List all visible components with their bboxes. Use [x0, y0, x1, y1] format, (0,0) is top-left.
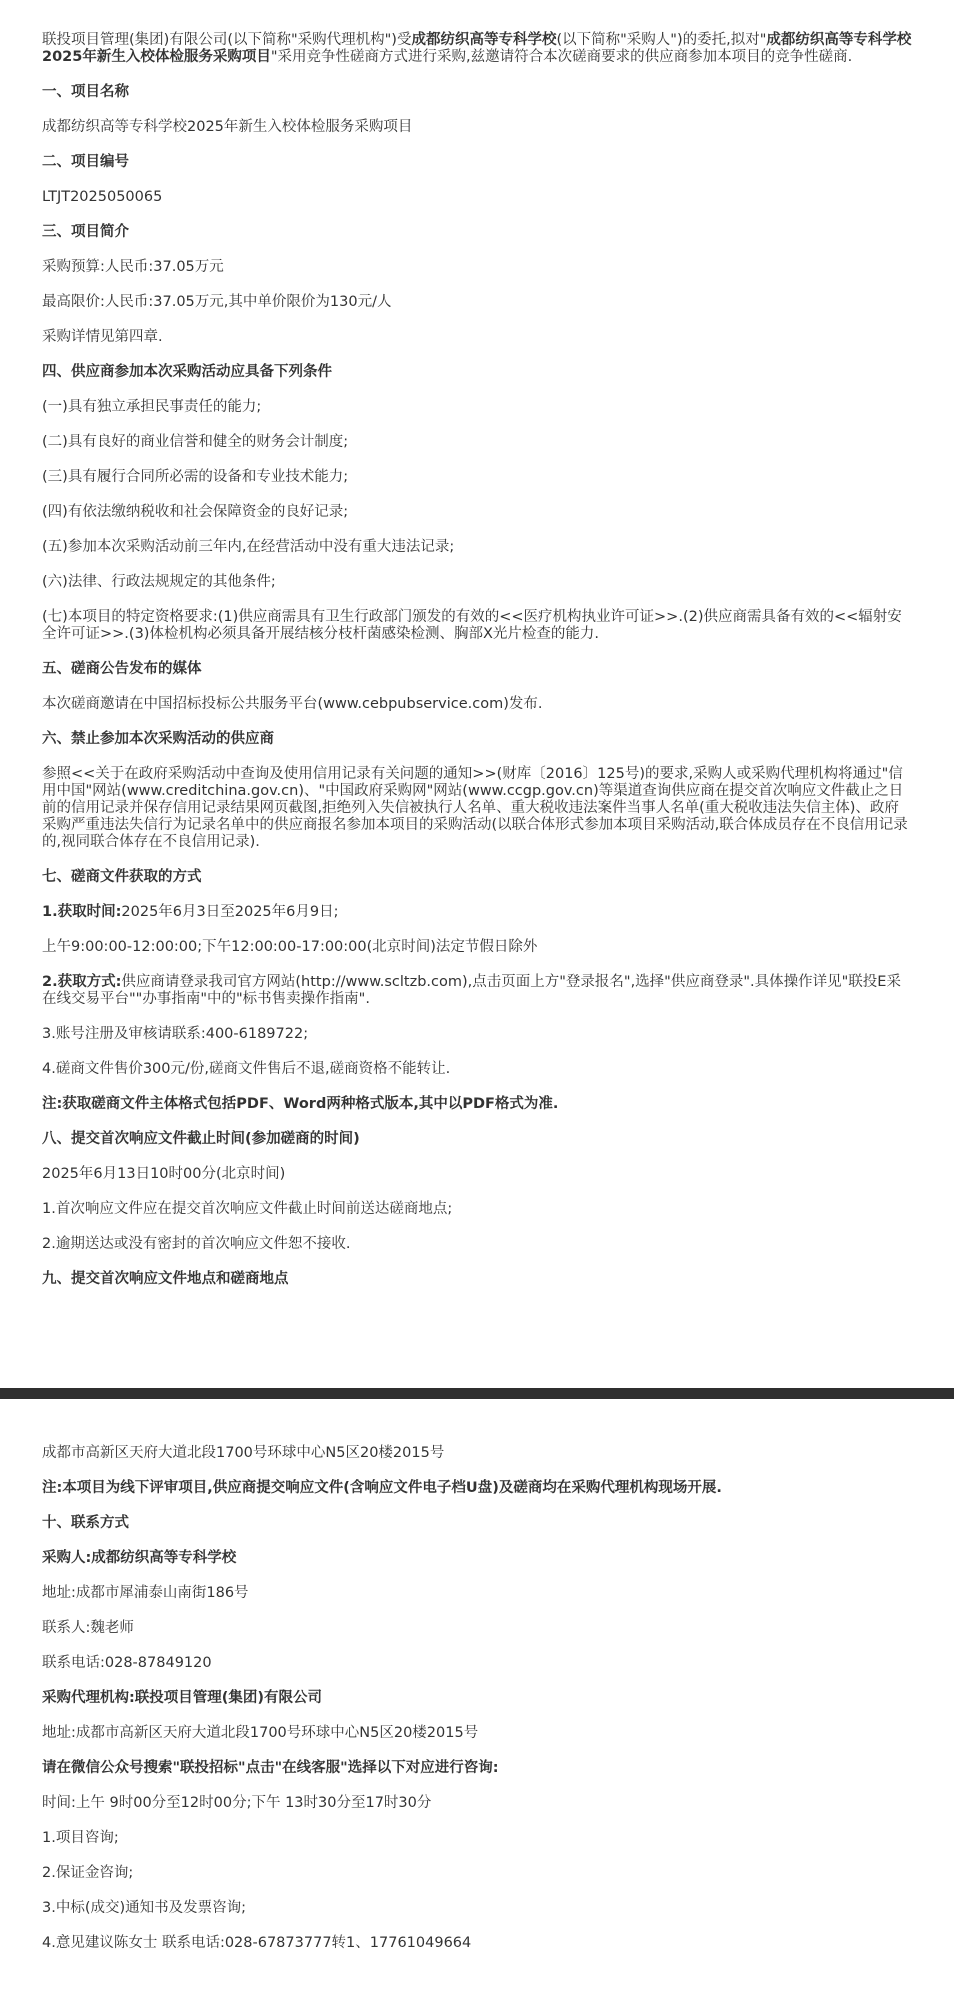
- requirement-item: (七)本项目的特定资格要求:(1)供应商需具有卫生行政部门颁发的有效的<<医疗机构执业许可证>>.(2)供应商需具备有效的<<辐射安全许可证>>.(3)体检机构必须具备开展结核分枝杆菌感染检测、胸部X光片检查的能力.: [42, 609, 902, 642]
- requirement-item: (四)有依法缴纳税收和社会保障资金的良好记录;: [42, 504, 349, 520]
- section-9-heading: 九、提交首次响应文件地点和磋商地点: [42, 1271, 289, 1287]
- project-name: 成都纺织高等专科学校2025年新生入校体检服务采购项目: [42, 119, 413, 135]
- acquisition-method: 2.获取方式:供应商请登录我司官方网站(http://www.scltzb.com),点击页面上方"登录报名",选择"供应商登录".具体操作详见"联投E采在线交易平台""办事指南"中的"标书售卖操作指南".: [42, 974, 901, 1007]
- project-number: LTJT2025050065: [42, 189, 163, 205]
- announcement-page-2: [0, 1445, 954, 1970]
- acquisition-time: 1.获取时间:2025年6月3日至2025年6月9日;: [42, 904, 339, 920]
- deadline: 2025年6月13日10时00分(北京时间): [42, 1166, 286, 1182]
- project-name-inline: 成都纺织高等专科学校2025年新生入校体检服务采购项目: [42, 32, 912, 65]
- section-5-heading: 五、磋商公告发布的媒体: [42, 661, 202, 677]
- prohibited-suppliers: 参照<<关于在政府采购活动中查询及使用信用记录有关问题的通知>>(财库〔2016〕125号)的要求,采购人或采购代理机构将通过"信用中国"网站(www.creditchina.gov.cn)、"中国政府采购网"网站(www.ccgp.gov.cn)等渠道查询供应商在提交首次响应文件截止之日前的信用记录并保存信用记录结果网页截图,拒绝列入失信被执行人名单、重大税收违法案件当事人名单(重大税收违法失信主体)、政府采购严重违法失信行为记录名单中的供应商报名参加本项目的采购活动(以联合体形式参加本项目采购活动,联合体成员存在不良信用记录的,视同联合体存在不良信用记录).: [42, 766, 908, 850]
- section-10-heading: 十、联系方式: [42, 1515, 129, 1531]
- budget: 采购预算:人民币:37.05万元: [42, 259, 224, 275]
- buyer-name: 成都纺织高等专科学校: [411, 32, 557, 48]
- section-6-heading: 六、禁止参加本次采购活动的供应商: [42, 731, 274, 747]
- submission-address: 成都市高新区天府大道北段1700号环球中心N5区20楼2015号: [42, 1445, 445, 1461]
- requirement-item: (二)具有良好的商业信誉和健全的财务会计制度;: [42, 434, 349, 450]
- acquisition-hours: 上午9:00:00-12:00:00;下午12:00:00-17:00:00(北京时间)法定节假日除外: [42, 939, 538, 955]
- section-7-heading: 七、磋商文件获取的方式: [42, 869, 202, 885]
- format-note: 注:获取磋商文件主体格式包括PDF、Word两种格式版本,其中以PDF格式为准.: [42, 1096, 559, 1112]
- publication-media: 本次磋商邀请在中国招标投标公共服务平台(www.cebpubservice.com)发布.: [42, 696, 543, 712]
- agency-label: 采购代理机构:联投项目管理(集团)有限公司: [42, 1690, 323, 1706]
- deadline-item: 2.逾期送达或没有密封的首次响应文件恕不接收.: [42, 1236, 351, 1252]
- intro-paragraph: 联投项目管理(集团)有限公司(以下简称"采购代理机构")受成都纺织高等专科学校(以下简称"采购人")的委托,拟对"成都纺织高等专科学校2025年新生入校体检服务采购项目"采用竞争性磋商方式进行采购,兹邀请符合本次磋商要求的供应商参加本项目的竞争性磋商.: [42, 32, 912, 65]
- buyer-contact: 联系人:魏老师: [42, 1620, 134, 1636]
- service-hours: 时间:上午 9时00分至12时00分;下午 13时30分至17时30分: [42, 1795, 432, 1811]
- consult-item: 3.中标(成交)通知书及发票咨询;: [42, 1900, 247, 1916]
- requirement-item: (六)法律、行政法规规定的其他条件;: [42, 574, 276, 590]
- buyer-phone: 联系电话:028-87849120: [42, 1655, 212, 1671]
- buyer-address: 地址:成都市犀浦泰山南街186号: [42, 1585, 249, 1601]
- consult-item: 1.项目咨询;: [42, 1830, 119, 1846]
- page-divider: [0, 1388, 954, 1399]
- agency-address: 地址:成都市高新区天府大道北段1700号环球中心N5区20楼2015号: [42, 1725, 479, 1741]
- consult-item: 2.保证金咨询;: [42, 1865, 134, 1881]
- document-price: 4.磋商文件售价300元/份,磋商文件售后不退,磋商资格不能转让.: [42, 1061, 451, 1077]
- requirement-item: (一)具有独立承担民事责任的能力;: [42, 399, 262, 415]
- consult-item: 4.意见建议陈女士 联系电话:028-67873777转1、17761049664: [42, 1935, 472, 1951]
- announcement-page-1: [0, 32, 954, 1306]
- requirement-item: (五)参加本次采购活动前三年内,在经营活动中没有重大违法记录;: [42, 539, 455, 555]
- section-3-heading: 三、项目简介: [42, 224, 129, 240]
- detail-reference: 采购详情见第四章.: [42, 329, 163, 345]
- section-2-heading: 二、项目编号: [42, 154, 129, 170]
- wechat-instruction: 请在微信公众号搜索"联投招标"点击"在线客服"选择以下对应进行咨询:: [42, 1760, 499, 1776]
- offline-review-note: 注:本项目为线下评审项目,供应商提交响应文件(含响应文件电子档U盘)及磋商均在采购代理机构现场开展.: [42, 1480, 722, 1496]
- requirement-item: (三)具有履行合同所必需的设备和专业技术能力;: [42, 469, 349, 485]
- section-8-heading: 八、提交首次响应文件截止时间(参加磋商的时间): [42, 1131, 360, 1147]
- deadline-item: 1.首次响应文件应在提交首次响应文件截止时间前送达磋商地点;: [42, 1201, 453, 1217]
- section-4-heading: 四、供应商参加本次采购活动应具备下列条件: [42, 364, 332, 380]
- section-1-heading: 一、项目名称: [42, 84, 129, 100]
- buyer-label: 采购人:成都纺织高等专科学校: [42, 1550, 237, 1566]
- max-price: 最高限价:人民币:37.05万元,其中单价限价为130元/人: [42, 294, 392, 310]
- account-registration: 3.账号注册及审核请联系:400-6189722;: [42, 1026, 309, 1042]
